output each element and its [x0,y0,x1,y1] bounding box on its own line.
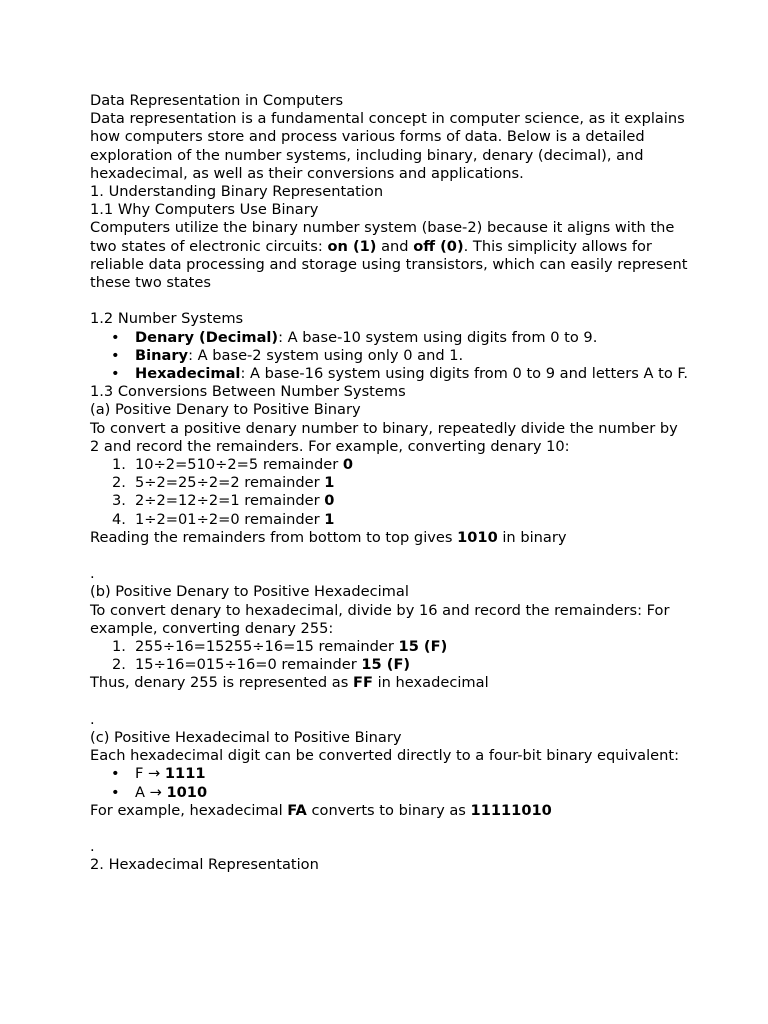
subsection-c-result: For example, hexadecimal FA converts to binary as 11111010 [90,801,552,819]
section-1-2-heading: 1.2 Number Systems [90,310,244,328]
section-1-heading: 1. Understanding Binary Representation [90,183,384,201]
hex-binary-list [90,765,690,801]
section-1-1-paragraph: Computers utilize the binary number system (base-2) because it aligns with the two states of electronic circuits: on (1) and off (0). This simplicity allows for reliable data processing and storage using transistors, which can easily represent these two states [90,219,693,292]
list-item: 4. 1÷2=01÷2=0 remainder 1 [112,510,335,528]
list-item: • A → 1010 [90,784,690,802]
list-item: 1. 10÷2=510÷2=5 remainder 0 [112,456,353,474]
section-2-heading: 2. Hexadecimal Representation [90,856,319,874]
section-1-3-heading: 1.3 Conversions Between Number Systems [90,383,406,401]
subsection-b-paragraph: To convert denary to hexadecimal, divide by 16 and record the remainders: For example, converting denary 255: [90,601,675,637]
subsection-c-paragraph: Each hexadecimal digit can be converted directly to a four-bit binary equivalent: [90,747,680,765]
list-item: • Binary: A base-2 system using only 0 and 1. [90,347,690,365]
subsection-a-paragraph: To convert a positive denary number to binary, repeatedly divide the number by 2 and record the remainders. For example, converting denary 10: [90,419,683,455]
section-1-1-heading: 1.1 Why Computers Use Binary [90,201,319,219]
period-mark: . [90,565,95,583]
period-mark: . [90,838,95,856]
subsection-a-result: Reading the remainders from bottom to top gives 1010 in binary [90,528,567,546]
hex-steps-list [90,638,690,674]
off-state: off (0) [413,237,464,255]
list-item: • Hexadecimal: A base-16 system using digits from 0 to 9 and letters A to F. [90,365,690,383]
document-title: Data Representation in Computers [90,92,344,109]
period-mark: . [90,710,95,728]
subsection-b-heading: (b) Positive Denary to Positive Hexadecimal [90,583,409,601]
list-item: • F → 1111 [90,765,690,783]
list-item: 2. 5÷2=25÷2=2 remainder 1 [112,474,335,492]
subsection-c-heading: (c) Positive Hexadecimal to Positive Binary [90,729,402,747]
list-item: 1. 255÷16=15255÷16=15 remainder 15 (F) [112,638,448,656]
subsection-a-heading: (a) Positive Denary to Positive Binary [90,401,361,419]
binary-steps-list [90,456,690,529]
intro-paragraph: Data representation is a fundamental concept in computer science, as it explains how computers store and process various forms of data. Below is a detailed exploration of the number systems, including binary, denary (decimal), and hexadecimal, as well as their conversions and applications. [90,110,690,182]
list-item: 2. 15÷16=015÷16=0 remainder 15 (F) [112,656,411,674]
number-systems-list [90,329,690,384]
document-page [90,92,693,875]
list-item: • Denary (Decimal): A base-10 system using digits from 0 to 9. [90,329,690,347]
subsection-b-result: Thus, denary 255 is represented as FF in hexadecimal [90,674,489,692]
on-state: on (1) [327,237,377,255]
list-item: 3. 2÷2=12÷2=1 remainder 0 [112,492,335,510]
